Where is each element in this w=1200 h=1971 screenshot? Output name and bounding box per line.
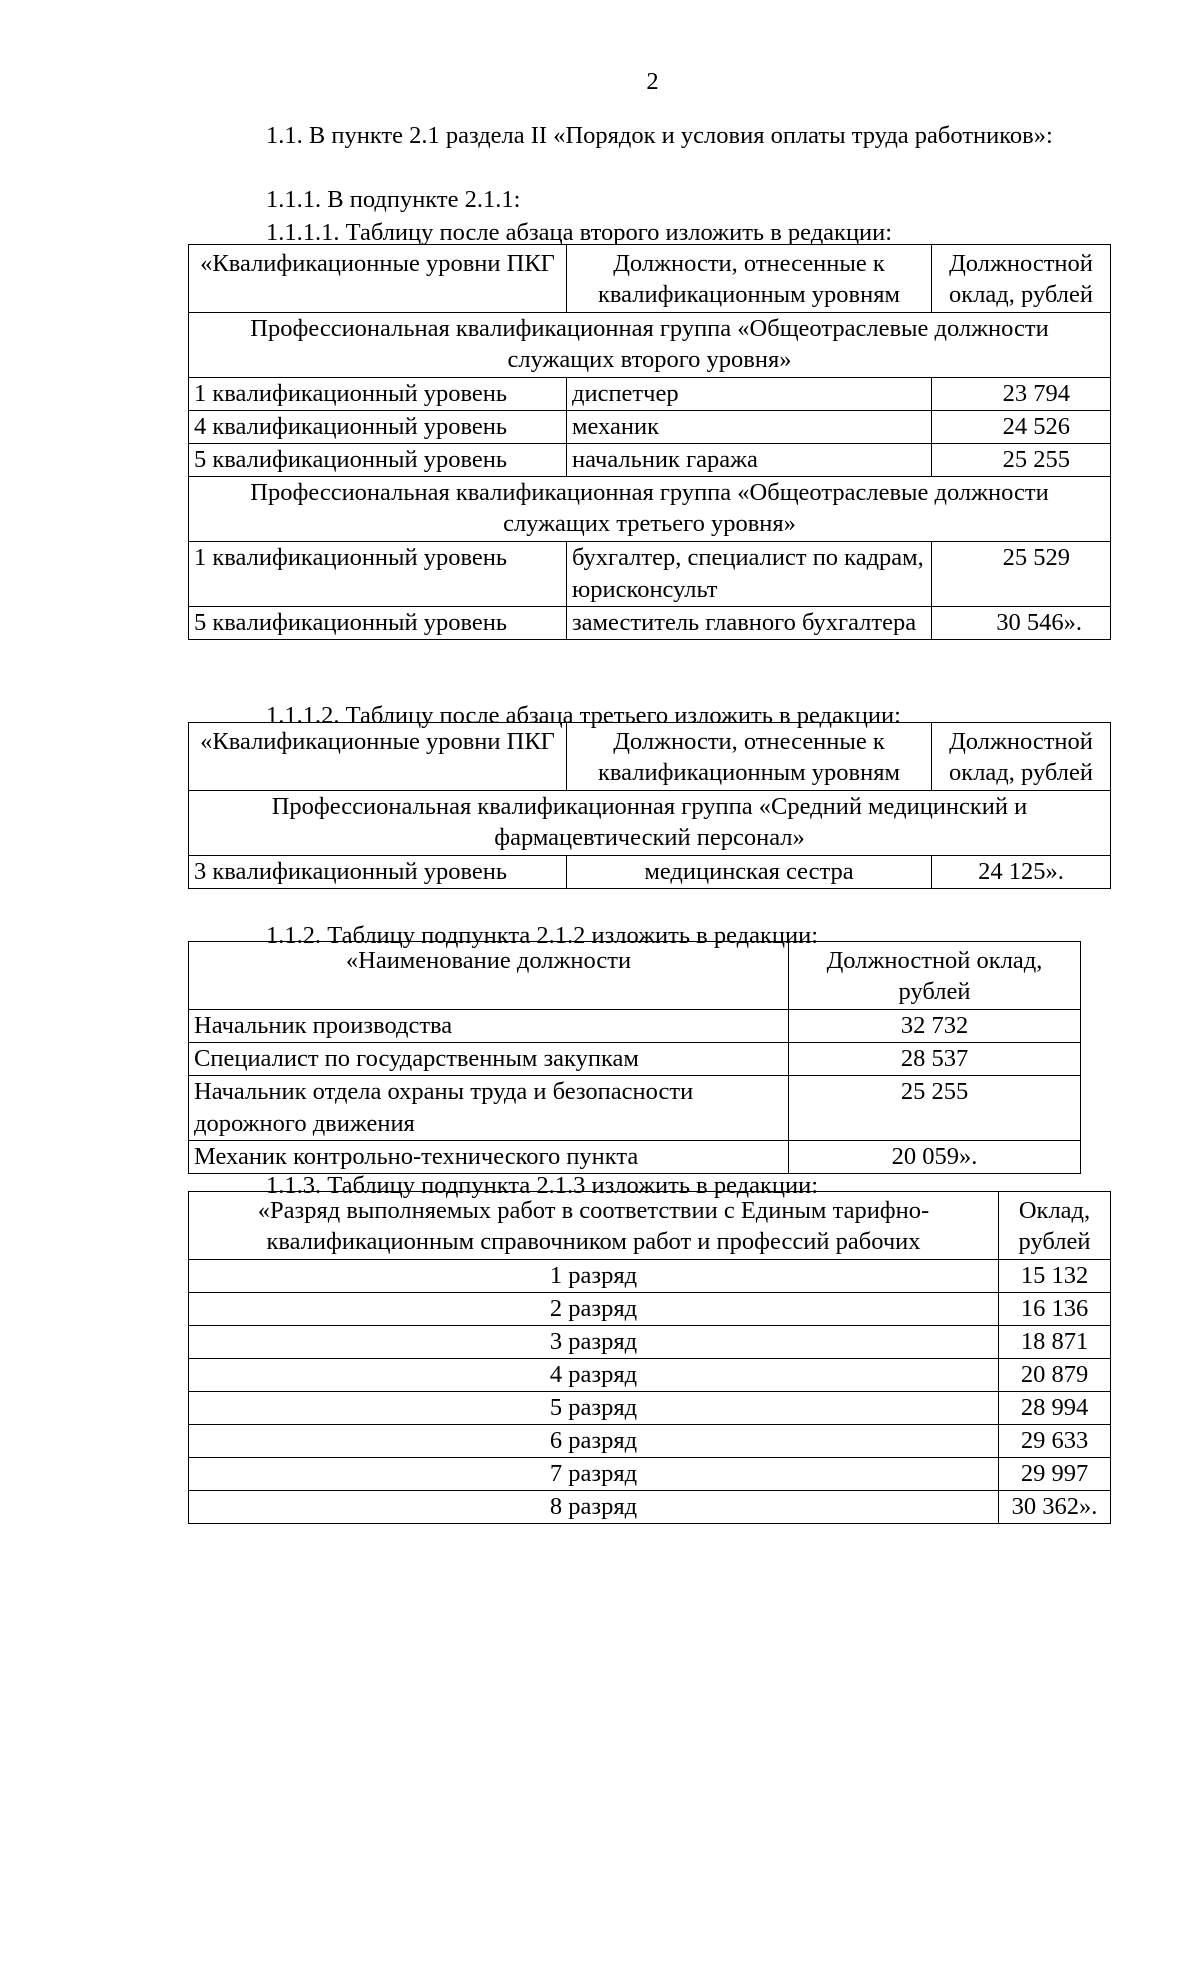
table-row xyxy=(189,411,1111,444)
header-positions: Должности, отнесенные к квалификационным уровням xyxy=(567,723,932,791)
grade-cell: 3 разряд xyxy=(189,1326,999,1359)
header-levels: «Квалификационные уровни ПКГ xyxy=(189,723,567,791)
group-title: Профессиональная квалификационная группа «Средний медицинский и фармацевтический персонал» xyxy=(189,791,1111,856)
header-positions: Должности, отнесенные к квалификационным уровням xyxy=(567,245,932,313)
grade-cell: 6 разряд xyxy=(189,1425,999,1458)
position-name-cell: Начальник производства xyxy=(189,1010,789,1043)
table-row xyxy=(189,1043,1081,1076)
position-cell: бухгалтер, специалист по кадрам, юрисконсульт xyxy=(567,542,932,607)
level-cell: 4 квалификационный уровень xyxy=(189,411,567,444)
table-row xyxy=(189,1458,1111,1491)
header-salary: Должностной оклад, рублей xyxy=(789,942,1081,1010)
grade-cell: 7 разряд xyxy=(189,1458,999,1491)
table-row xyxy=(189,1425,1111,1458)
table-row xyxy=(189,1076,1081,1141)
salary-cell: 24 526 xyxy=(932,411,1111,444)
header-salary: Должностной оклад, рублей xyxy=(932,723,1111,791)
salary-cell: 28 994 xyxy=(999,1392,1111,1425)
grade-cell: 2 разряд xyxy=(189,1293,999,1326)
salary-cell: 24 125». xyxy=(932,856,1111,889)
table-group-row xyxy=(189,477,1111,542)
table-row xyxy=(189,1260,1111,1293)
table-row xyxy=(189,1326,1111,1359)
salary-cell: 30 546». xyxy=(932,607,1111,640)
position-name-cell: Механик контрольно-технического пункта xyxy=(189,1141,789,1174)
table-group-row xyxy=(189,791,1111,856)
salary-cell: 15 132 xyxy=(999,1260,1111,1293)
table-row xyxy=(189,542,1111,607)
grade-cell: 1 разряд xyxy=(189,1260,999,1293)
table-header-row xyxy=(189,1192,1111,1260)
table-row xyxy=(189,1293,1111,1326)
table-row xyxy=(189,1392,1111,1425)
table-group-row xyxy=(189,313,1111,378)
salary-cell: 28 537 xyxy=(789,1043,1081,1076)
position-cell: заместитель главного бухгалтера xyxy=(567,607,932,640)
level-cell: 3 квалификационный уровень xyxy=(189,856,567,889)
salary-cell: 20 879 xyxy=(999,1359,1111,1392)
table-row xyxy=(189,1359,1111,1392)
table-row xyxy=(189,1010,1081,1043)
salary-cell: 29 633 xyxy=(999,1425,1111,1458)
position-cell: механик xyxy=(567,411,932,444)
salary-cell: 20 059». xyxy=(789,1141,1081,1174)
level-cell: 1 квалификационный уровень xyxy=(189,378,567,411)
salary-cell: 16 136 xyxy=(999,1293,1111,1326)
salary-cell: 23 794 xyxy=(932,378,1111,411)
table-pkg-general-positions xyxy=(188,244,1111,640)
header-grade: «Разряд выполняемых работ в соответствии с Единым тарифно-квалификационным справочником работ и профессий рабочих xyxy=(189,1192,999,1260)
paragraph-1-1-2: 1.1.2. Таблицу подпункта 2.1.2 изложить в редакции: xyxy=(266,922,819,949)
paragraph-1-1-3: 1.1.3. Таблицу подпункта 2.1.3 изложить в редакции: xyxy=(266,1172,819,1199)
table-row xyxy=(189,607,1111,640)
table-row xyxy=(189,1491,1111,1524)
position-cell: медицинская сестра xyxy=(567,856,932,889)
table-worker-grades xyxy=(188,1191,1111,1524)
salary-cell: 25 255 xyxy=(789,1076,1081,1141)
table-header-row xyxy=(189,245,1111,313)
position-name-cell: Специалист по государственным закупкам xyxy=(189,1043,789,1076)
salary-cell: 25 255 xyxy=(932,444,1111,477)
salary-cell: 30 362». xyxy=(999,1491,1111,1524)
salary-cell: 25 529 xyxy=(932,542,1111,607)
level-cell: 1 квалификационный уровень xyxy=(189,542,567,607)
position-cell: диспетчер xyxy=(567,378,932,411)
paragraph-1-1-1: 1.1.1. В подпункте 2.1.1: xyxy=(266,186,521,213)
page-number: 2 xyxy=(646,68,659,95)
header-salary: Оклад, рублей xyxy=(999,1192,1111,1260)
table-row xyxy=(189,378,1111,411)
table-row xyxy=(189,444,1111,477)
position-cell: начальник гаража xyxy=(567,444,932,477)
table-row xyxy=(189,856,1111,889)
grade-cell: 4 разряд xyxy=(189,1359,999,1392)
level-cell: 5 квалификационный уровень xyxy=(189,444,567,477)
table-row xyxy=(189,1141,1081,1174)
table-pkg-medical xyxy=(188,722,1111,889)
group-title: Профессиональная квалификационная группа «Общеотраслевые должности служащих второго уровня» xyxy=(189,313,1111,378)
salary-cell: 29 997 xyxy=(999,1458,1111,1491)
paragraph-1-1-1-1: 1.1.1.1. Таблицу после абзаца второго изложить в редакции: xyxy=(266,219,893,246)
salary-cell: 32 732 xyxy=(789,1010,1081,1043)
header-salary: Должностной оклад, рублей xyxy=(932,245,1111,313)
level-cell: 5 квалификационный уровень xyxy=(189,607,567,640)
position-name-cell: Начальник отдела охраны труда и безопасности дорожного движения xyxy=(189,1076,789,1141)
grade-cell: 5 разряд xyxy=(189,1392,999,1425)
header-levels: «Квалификационные уровни ПКГ xyxy=(189,245,567,313)
grade-cell: 8 разряд xyxy=(189,1491,999,1524)
salary-cell: 18 871 xyxy=(999,1326,1111,1359)
table-header-row xyxy=(189,942,1081,1010)
paragraph-1-1-1-2: 1.1.1.2. Таблицу после абзаца третьего изложить в редакции: xyxy=(266,702,901,729)
group-title: Профессиональная квалификационная группа «Общеотраслевые должности служащих третьего уровня» xyxy=(189,477,1111,542)
paragraph-1-1: 1.1. В пункте 2.1 раздела II «Порядок и условия оплаты труда работников»: xyxy=(266,122,1053,149)
table-header-row xyxy=(189,723,1111,791)
table-positions-salaries xyxy=(188,941,1081,1174)
header-position-name: «Наименование должности xyxy=(189,942,789,1010)
